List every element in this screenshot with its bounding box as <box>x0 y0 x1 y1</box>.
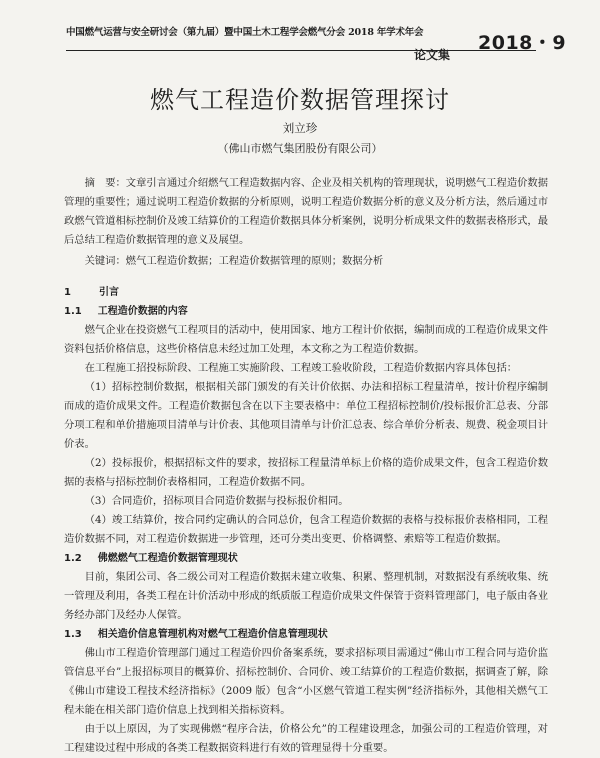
year-label: 2018・9 <box>478 32 567 54</box>
subsection-heading-1-1 <box>64 302 548 321</box>
list-item: （1）招标控制价数据，根据相关部门颁发的有关计价依据、办法和招标工程量清单，按计价程序编制而成的造价成果文件。工程造价数据包含在以下主要表格中：单位工程招标控制价/投标报价汇总表、分部分项工程和单价措施项目清单与计价表、其他项目清单与计价汇总表、综合单价分析表、规费、税金项目计价表。 <box>64 381 548 450</box>
abstract <box>64 174 548 250</box>
conference-header: 中国燃气运营与安全研讨会（第九届）暨中国土木工程学会燃气分会 2018 年学术年会 <box>66 27 424 38</box>
paragraph: 燃气企业在投资燃气工程项目的活动中，使用国家、地方工程计价依据，编制而成的工程造价成果文件资料包括价格信息，这些价格信息未经过加工处理，本文称之为工程造价数据。 <box>64 324 548 355</box>
subsection-title: 相关造价信息管理机构对燃气工程造价信息管理现状 <box>97 629 328 640</box>
keywords-label: 关键词： <box>84 255 126 267</box>
list-item: （2）投标报价，根据招标文件的要求，按招标工程量清单标上价格的造价成果文件，包含工程造价数据的表格与招标控制价表格相同，工程造价数据不同。 <box>64 457 548 488</box>
section-gap <box>64 271 548 283</box>
section-title: 引言 <box>98 287 119 298</box>
paragraph: 目前，集团公司、各二级公司对工程造价数据未建立收集、积累、整理机制，对数据没有系统收集、统一管理及利用，各类工程在计价活动中形成的纸质版工程造价成果文件保管于资料管理部门，电子版由各业务经办部门及经办人保管。 <box>64 571 548 621</box>
subsection-title: 工程造价数据的内容 <box>97 306 188 317</box>
author: 刘立珍 <box>282 121 318 135</box>
subsection-number: 1.3 <box>64 629 82 640</box>
section-number: 1 <box>64 287 71 298</box>
abstract-label: 摘 要： <box>84 177 126 189</box>
paragraph: 由于以上原因，为了实现佛燃“程序合法，价格公允”的工程建设理念，加强公司的工程造价管理，对工程建设过程中形成的各类工程数据资料进行有效的管理显得十分重要。 <box>64 723 548 754</box>
paragraph: 在工程施工招投标阶段、工程施工实施阶段、工程竣工验收阶段，工程造价数据内容具体包括： <box>84 362 518 374</box>
paper-title: 燃气工程造价数据管理探讨 <box>150 86 450 114</box>
subsection-number: 1.2 <box>64 553 82 564</box>
keywords-text: 燃气工程造价数据；工程造价数据管理的原则；数据分析 <box>125 255 384 267</box>
affiliation: （佛山市燃气集团股份有限公司） <box>217 142 383 155</box>
proceedings-label: 论文集 <box>414 48 451 62</box>
section-heading-1 <box>64 283 548 302</box>
keywords <box>64 252 548 271</box>
subsection-title: 佛燃燃气工程造价数据管理现状 <box>97 553 238 564</box>
list-item: （4）竣工结算价，按合同约定确认的合同总价，包含工程造价数据的表格与投标报价表格相同，工程造价数据不同，对工程造价数据进一步管理，还可分类出变更、价格调整、索赔等工程造价数据。 <box>64 514 548 545</box>
paragraph: 佛山市工程造价管理部门通过工程造价四价备案系统，要求招标项目需通过“佛山市工程合同与造价监管信息平台”上报招标项目的概算价、招标控制价、合同价、竣工结算价的工程造价数据，据调查了解，除《佛山市建设工程技术经济指标》（2009 版）包含“小区燃气管道工程实例”经济指标外，其他相关燃气工程未能在相关部门造价信息上找到相关指标资料。 <box>64 647 548 716</box>
abstract-text: 文章引言通过介绍燃气工程造数据内容、企业及相关机构的管理现状，说明燃气工程造价数据管理的重要性；通过说明工程造价数据的分析原则，说明工程造价数据分析的意义及分析方法，然后通过市政燃气管道相标控制价及竣工结算价的工程造价数据具体分析案例，说明分析成果文件的数据表格形式，最后总结工程造价数据管理的意义及展望。 <box>64 177 549 246</box>
paper-body <box>64 174 548 758</box>
subsection-number: 1.1 <box>64 306 82 317</box>
header-rule <box>66 50 536 51</box>
list-item: （3）合同造价，招标项目合同造价数据与投标报价相同。 <box>84 495 349 507</box>
subsection-heading-1-3 <box>64 625 548 644</box>
subsection-heading-1-2 <box>64 549 548 568</box>
